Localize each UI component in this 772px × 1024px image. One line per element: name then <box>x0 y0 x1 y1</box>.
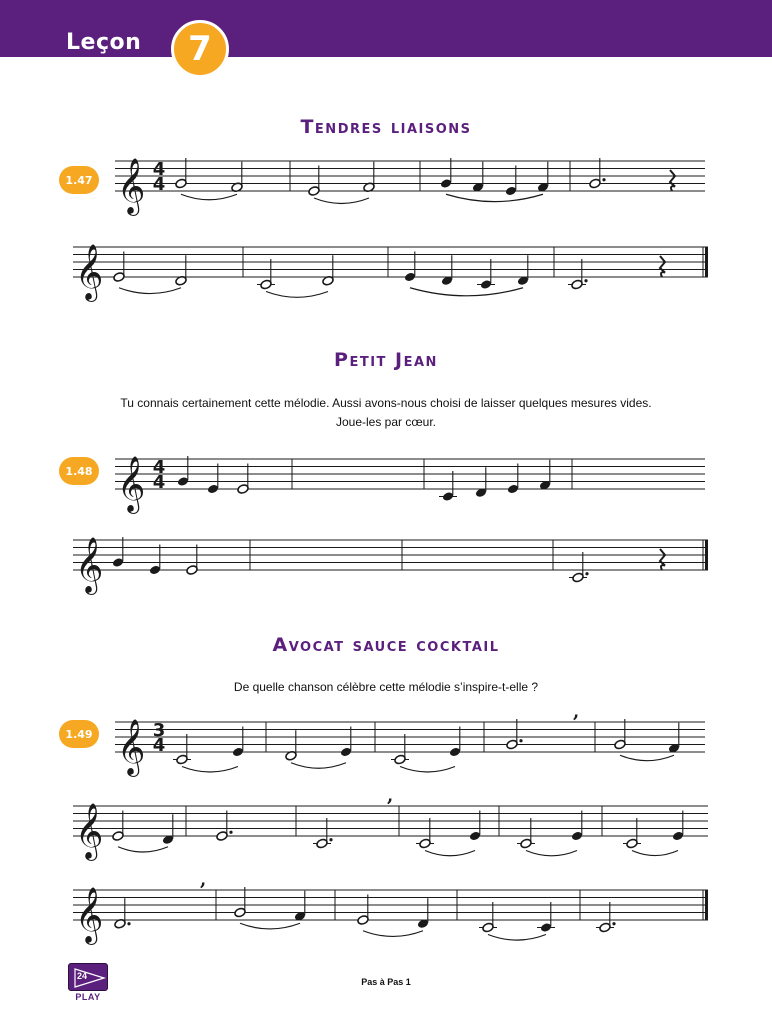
slur <box>240 923 300 929</box>
time-signature-top: 4 <box>152 159 166 180</box>
section-description-3: De quelle chanson célèbre cette mélodie s’inspire-t-elle ? <box>233 680 539 694</box>
augmentation-dot <box>229 831 232 834</box>
description-line: Tu connais certainement cette mélodie. Aussi avons-nous choisi de laisser quelques mesures vides. <box>120 396 652 410</box>
breath-mark: , <box>200 869 207 891</box>
slur <box>400 767 455 772</box>
time-signature-bottom: 4 <box>152 735 166 756</box>
augmentation-dot <box>612 922 615 925</box>
treble-clef-icon: 𝄞 <box>117 455 146 512</box>
slur <box>182 767 238 773</box>
final-barline <box>705 247 708 277</box>
augmentation-dot <box>585 572 588 575</box>
section-title-1: Tendres liaisons <box>300 116 472 138</box>
slur <box>410 288 523 296</box>
slur <box>291 763 346 768</box>
treble-clef-icon: 𝄞 <box>75 802 104 859</box>
description-line: Joue-les par cœur. <box>335 415 437 429</box>
time-signature-bottom: 4 <box>152 472 166 493</box>
slur <box>181 194 237 200</box>
augmentation-dot <box>602 178 605 181</box>
track-badge-2[interactable]: 1.48 <box>59 457 99 485</box>
time-signature-top: 4 <box>152 457 166 478</box>
slur <box>118 847 168 852</box>
book-title: Pas à Pas 1 <box>361 977 411 987</box>
slur <box>632 851 678 856</box>
breath-mark: , <box>387 785 394 807</box>
treble-clef-icon: 𝄞 <box>75 243 104 300</box>
augmentation-dot <box>329 838 332 841</box>
track-badge-1[interactable]: 1.47 <box>59 166 99 194</box>
slur <box>314 198 369 203</box>
section-title-3: Avocat sauce cocktail <box>272 634 500 656</box>
treble-clef-icon: 𝄞 <box>75 886 104 943</box>
quarter-rest-icon <box>660 256 665 277</box>
slur <box>425 851 475 856</box>
quarter-rest-icon <box>660 549 665 570</box>
lesson-label: Leçon <box>66 30 142 55</box>
lesson-number: 7 <box>188 29 212 69</box>
track-badge-3[interactable]: 1.49 <box>59 720 99 748</box>
treble-clef-icon: 𝄞 <box>75 536 104 593</box>
time-signature-bottom: 4 <box>152 174 166 195</box>
augmentation-dot <box>584 279 587 282</box>
quarter-rest-icon <box>670 170 675 191</box>
time-signature-top: 3 <box>152 720 166 741</box>
augmentation-dot <box>127 922 130 925</box>
augmentation-dot <box>519 739 522 742</box>
slur <box>119 288 181 294</box>
slur <box>266 292 328 298</box>
slur <box>488 935 546 941</box>
slur <box>363 931 423 937</box>
slur <box>526 851 577 856</box>
treble-clef-icon: 𝄞 <box>117 718 146 775</box>
play-label: PLAY <box>75 992 101 1002</box>
section-title-2: Petit Jean <box>334 349 438 371</box>
breath-mark: , <box>573 701 580 723</box>
slur <box>620 755 674 760</box>
treble-clef-icon: 𝄞 <box>117 157 146 214</box>
page-number: 24 <box>77 971 88 981</box>
final-barline <box>705 890 708 920</box>
final-barline <box>705 540 708 570</box>
slur <box>446 194 543 201</box>
